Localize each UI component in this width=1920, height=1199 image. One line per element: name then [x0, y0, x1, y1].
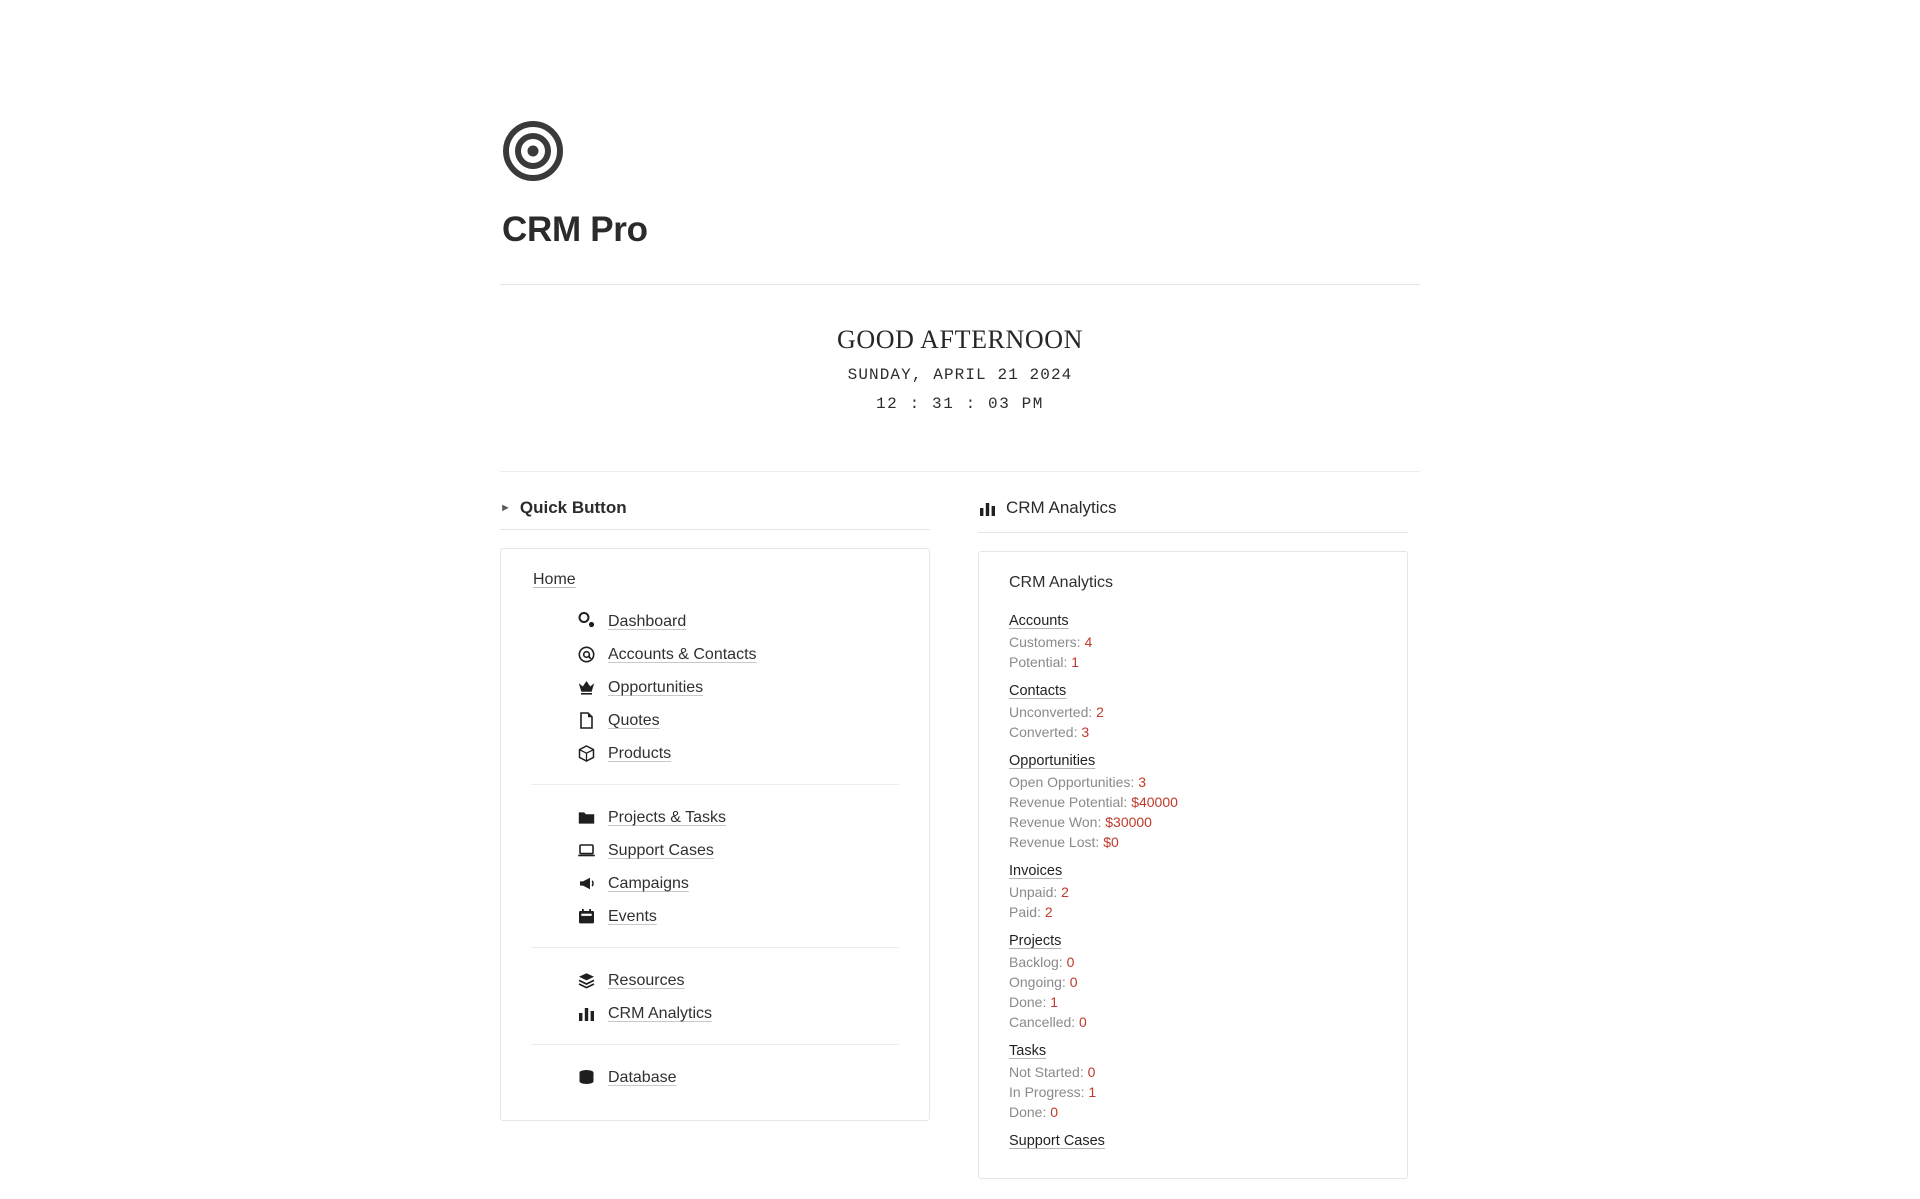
sidebar-item-database[interactable]: [577, 1061, 899, 1094]
sidebar-item-projects-tasks[interactable]: [577, 801, 899, 834]
nav-groups: [531, 605, 899, 1094]
analytics-column: [978, 498, 1408, 1179]
sidebar-item-support-cases[interactable]: [577, 834, 899, 867]
analytics-metric-row: [1009, 972, 1377, 992]
analytics-metric-row: [1009, 1102, 1377, 1122]
sidebar-item-quotes[interactable]: [577, 704, 899, 737]
analytics-group-title: Accounts: [1009, 613, 1069, 629]
analytics-metric-label: Open Opportunities:: [1009, 773, 1135, 790]
analytics-card-title: CRM Analytics: [1009, 574, 1114, 591]
nav-group: [531, 947, 899, 1030]
analytics-metric-value: 0: [1050, 1103, 1059, 1120]
analytics-metric-value: 1: [1050, 993, 1059, 1010]
analytics-metric-value: 0: [1069, 973, 1078, 990]
sidebar-item-label: Products: [608, 745, 672, 762]
header-divider: [500, 284, 1420, 285]
analytics-group-title: Tasks: [1009, 1043, 1047, 1059]
sidebar-item-label: Database: [608, 1069, 677, 1086]
sidebar-item-events[interactable]: [577, 900, 899, 933]
analytics-metric-label: Done:: [1009, 1103, 1047, 1120]
analytics-metric-row: [1009, 792, 1377, 812]
nav-group: [531, 784, 899, 933]
sidebar-item-label: CRM Analytics: [608, 1005, 713, 1022]
sidebar-item-label: Quotes: [608, 712, 660, 729]
analytics-metric-value: 1: [1071, 653, 1080, 670]
main-columns: [500, 498, 1420, 1179]
analytics-metric-value: $30000: [1105, 813, 1152, 830]
analytics-metric-row: [1009, 882, 1377, 902]
analytics-metric-row: [1009, 772, 1377, 792]
sidebar-item-label: Dashboard: [608, 613, 687, 630]
megaphone-icon: [577, 874, 596, 893]
analytics-metric-row: [1009, 902, 1377, 922]
analytics-metric-value: 3: [1138, 773, 1146, 790]
sidebar-item-accounts-contacts[interactable]: [577, 638, 899, 671]
date-text: SUNDAY, APRIL 21 2024: [847, 366, 1073, 384]
analytics-metric-label: Cancelled:: [1009, 1013, 1076, 1030]
nav-group: [531, 605, 899, 770]
sidebar-item-label: Accounts & Contacts: [608, 646, 757, 663]
sidebar-item-label: Campaigns: [608, 875, 689, 892]
layers-icon: [577, 971, 596, 990]
analytics-metric-value: 0: [1079, 1013, 1087, 1030]
analytics-metric-row: [1009, 952, 1377, 972]
analytics-header: [978, 498, 1408, 533]
analytics-metric-label: Revenue Potential:: [1009, 793, 1128, 810]
analytics-metric-value: 1: [1088, 1083, 1097, 1100]
page-content: [500, 0, 1420, 1179]
analytics-sections: [1009, 602, 1377, 1152]
quick-button-title: Quick Button: [519, 498, 627, 517]
analytics-metric-row: [1009, 812, 1377, 832]
analytics-metric-row: [1009, 992, 1377, 1012]
database-icon: [577, 1068, 596, 1087]
sidebar-item-campaigns[interactable]: [577, 867, 899, 900]
analytics-metric-value: 2: [1044, 903, 1053, 920]
sidebar-item-products[interactable]: [577, 737, 899, 770]
box-icon: [577, 744, 596, 763]
sidebar-item-crm-analytics[interactable]: [577, 997, 899, 1030]
analytics-metric-label: Unpaid:: [1009, 883, 1058, 900]
nav-group: [531, 1044, 899, 1094]
analytics-metric-row: [1009, 832, 1377, 852]
analytics-metric-label: Backlog:: [1009, 953, 1063, 970]
analytics-metric-label: Revenue Won:: [1009, 813, 1102, 830]
sidebar-item-dashboard[interactable]: [577, 605, 899, 638]
analytics-group-title: Support Cases: [1009, 1133, 1105, 1149]
analytics-metric-label: Customers:: [1009, 633, 1081, 650]
analytics-metric-value: $0: [1103, 833, 1119, 850]
analytics-metric-row: [1009, 652, 1377, 672]
dashboard-icon: [577, 612, 596, 631]
analytics-metric-row: [1009, 722, 1377, 742]
analytics-metric-label: Potential:: [1009, 653, 1068, 670]
bar-chart-icon: [978, 499, 997, 518]
analytics-metric-label: Not Started:: [1009, 1063, 1084, 1080]
analytics-metric-value: 2: [1061, 883, 1069, 900]
analytics-metric-value: 2: [1096, 703, 1104, 720]
sidebar-item-resources[interactable]: [577, 964, 899, 997]
sidebar-item-home[interactable]: Home: [533, 571, 576, 588]
analytics-metric-value: 3: [1081, 723, 1090, 740]
analytics-metric-label: In Progress:: [1009, 1083, 1085, 1100]
page-title: CRM Pro: [502, 210, 648, 249]
analytics-group-title: Invoices: [1009, 863, 1063, 879]
analytics-metric-label: Unconverted:: [1009, 703, 1093, 720]
analytics-card: [978, 551, 1408, 1179]
brand-header: [500, 120, 1420, 250]
triangle-right-icon[interactable]: ►: [500, 501, 511, 514]
sidebar-item-label: Projects & Tasks: [608, 809, 726, 826]
calendar-icon: [577, 907, 596, 926]
analytics-group-title: Contacts: [1009, 683, 1067, 699]
at-sign-icon: [577, 645, 596, 664]
analytics-metric-value: $40000: [1131, 793, 1178, 810]
sidebar-item-label: Opportunities: [608, 679, 704, 696]
analytics-title: CRM Analytics: [1006, 498, 1117, 517]
analytics-metric-row: [1009, 1012, 1377, 1032]
analytics-metric-row: [1009, 702, 1377, 722]
sidebar-item-opportunities[interactable]: [577, 671, 899, 704]
quick-button-column: [500, 498, 930, 1179]
clock-text: 12 : 31 : 03 PM: [875, 395, 1045, 413]
greeting-divider: [500, 471, 1420, 472]
analytics-metric-label: Revenue Lost:: [1009, 833, 1100, 850]
greeting-block: [500, 325, 1420, 413]
target-icon: [502, 120, 564, 182]
analytics-metric-value: 4: [1084, 633, 1093, 650]
analytics-metric-label: Ongoing:: [1009, 973, 1066, 990]
document-icon: [577, 711, 596, 730]
bar-chart-icon: [577, 1004, 596, 1023]
greeting-text: GOOD AFTERNOON: [836, 325, 1084, 354]
analytics-group-title: Opportunities: [1009, 753, 1096, 769]
sidebar-item-label: Events: [608, 908, 657, 925]
analytics-metric-value: 0: [1087, 1063, 1096, 1080]
sidebar-item-label: Resources: [608, 972, 685, 989]
analytics-metric-label: Done:: [1009, 993, 1047, 1010]
analytics-metric-label: Converted:: [1009, 723, 1078, 740]
folder-icon: [577, 808, 596, 827]
analytics-metric-value: 0: [1066, 953, 1075, 970]
quick-button-card: [500, 548, 930, 1121]
analytics-metric-label: Paid:: [1009, 903, 1041, 920]
analytics-group-title: Projects: [1009, 933, 1062, 949]
quick-button-header[interactable]: [500, 498, 930, 530]
laptop-icon: [577, 841, 596, 860]
crown-icon: [577, 678, 596, 697]
analytics-metric-row: [1009, 632, 1377, 652]
analytics-metric-row: [1009, 1082, 1377, 1102]
sidebar-item-label: Support Cases: [608, 842, 714, 859]
analytics-metric-row: [1009, 1062, 1377, 1082]
